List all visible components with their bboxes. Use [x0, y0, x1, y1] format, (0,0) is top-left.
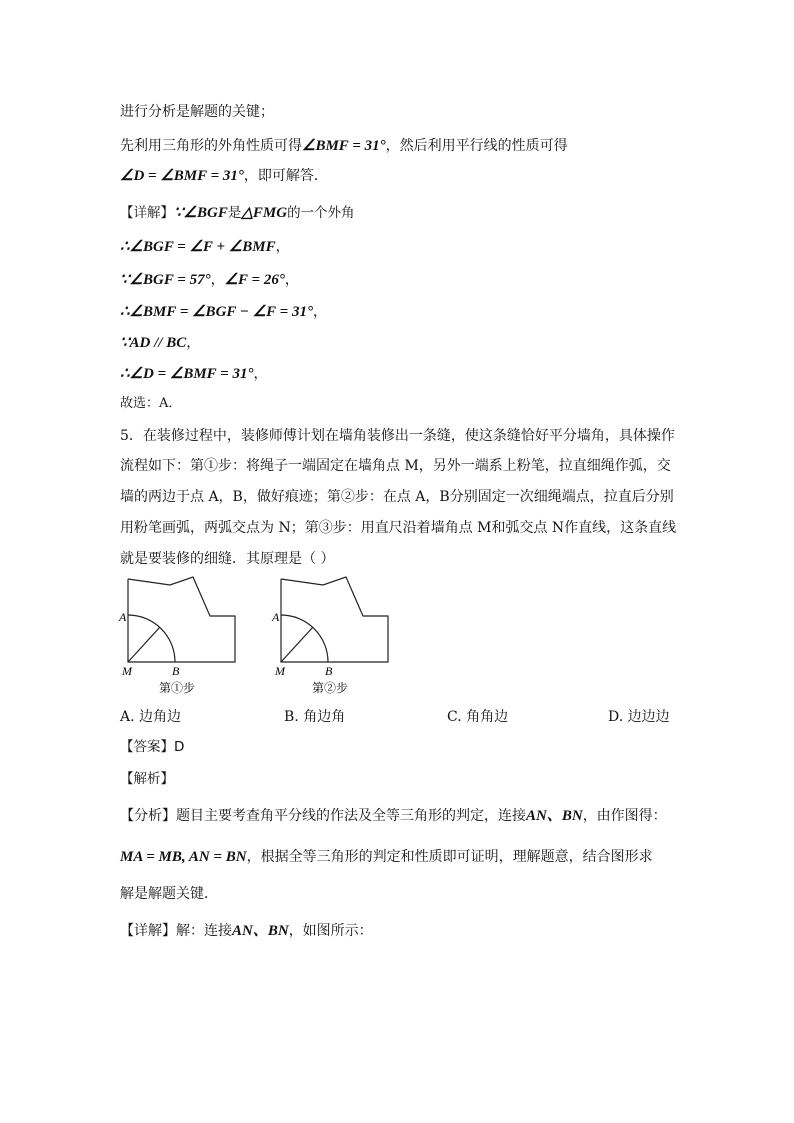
analysis-line: [120, 847, 653, 867]
math-expression: MA = MB, AN = BN: [120, 849, 247, 865]
rope-line: [281, 627, 313, 662]
math-expression: ∵∠BGF: [174, 205, 228, 221]
text: ，然后利用平行线的性质可得: [385, 138, 568, 154]
figure-step-2: [268, 575, 393, 700]
answer-choice-text: 故选：A．: [120, 396, 182, 411]
text: ，由作图得：: [582, 808, 667, 824]
math-expression: ∠D = ∠BMF = 31°: [120, 168, 244, 184]
text: ，即可解答．: [243, 168, 328, 184]
text-line: [120, 333, 200, 353]
detail-heading: 【详解】: [120, 205, 174, 221]
option-c: C. 角角边: [447, 709, 509, 725]
detail-line: [120, 921, 373, 941]
math-expression: △FMG: [241, 205, 288, 221]
analysis-line: [120, 884, 218, 904]
analysis-heading: [120, 769, 174, 789]
text: 进行分析是解题的关键；: [120, 104, 274, 120]
text: ，: [210, 272, 225, 288]
text-line: [120, 136, 568, 156]
question-text: 流程如下：第①步：将绳子一端固定在墙角点 M，另外一端系上粉笔，拉直细绳作弧，交: [120, 458, 671, 474]
analysis-label: 【解析】: [120, 771, 174, 787]
text-line: [120, 102, 274, 122]
label-m: M: [122, 664, 132, 678]
text: ，: [186, 335, 201, 351]
text: 先利用三角形的外角性质可得: [120, 138, 302, 154]
question-line: [120, 518, 676, 538]
text-line: [120, 237, 290, 257]
text: ，: [312, 304, 327, 320]
text: ，: [253, 366, 268, 382]
text: 【详解】解：连接: [120, 923, 232, 939]
math-expression: ∵AD // BC: [120, 335, 187, 351]
text-line: [120, 166, 328, 186]
text-line: [120, 394, 181, 414]
rope-line: [128, 627, 160, 662]
figure-caption: 第②步: [312, 681, 349, 695]
math-expression: AN、BN: [526, 808, 583, 824]
label-b: B: [172, 664, 180, 678]
math-expression: ∴∠D = ∠BMF = 31°: [120, 366, 254, 382]
text-line: [120, 203, 355, 223]
question-text: 用粉笔画弧，两弧交点为 N；第③步：用直尺沿着墙角点 M和弧交点 N作直线，这条直线: [120, 520, 677, 536]
text: 解是解题关键．: [120, 886, 218, 902]
figure-step-1: [115, 575, 240, 700]
figure-caption: 第①步: [159, 681, 196, 695]
question-line: [120, 456, 671, 476]
text: ，根据全等三角形的判定和性质即可证明，理解题意，结合图形求: [246, 849, 653, 865]
label-a: A: [272, 610, 280, 624]
label-m: M: [275, 664, 285, 678]
analysis-line: [120, 806, 667, 826]
math-expression: ∠F = 26°: [224, 272, 285, 288]
math-expression: ∠BMF = 31°: [302, 138, 386, 154]
question-line: [120, 426, 675, 446]
text: 是: [227, 205, 242, 221]
text: 的一个外角: [287, 205, 355, 221]
wall-outline: [128, 577, 235, 662]
text: ，: [275, 239, 290, 255]
wall-outline: [281, 577, 388, 662]
option-d: D. 边边边: [608, 709, 670, 725]
answer-label: 【答案】D: [120, 739, 185, 755]
question-line: [120, 487, 674, 507]
question-text: 就是要装修的细缝．其原理是（ ）: [120, 551, 335, 567]
question-line: [120, 549, 334, 569]
text-line: [120, 302, 327, 322]
text-line: [120, 270, 299, 290]
text-line: [120, 364, 267, 384]
math-expression: ∵∠BGF = 57°: [120, 272, 211, 288]
math-expression: AN、BN: [232, 923, 289, 939]
answer-line: [120, 737, 184, 757]
question-text: 墙的两边于点 A，B，做好痕迹；第②步：在点 A，B分别固定一次细绳端点，拉直后分别: [120, 489, 674, 505]
text: 【分析】题目主要考查角平分线的作法及全等三角形的判定，连接: [120, 808, 526, 824]
option-a: A. 边角边: [120, 709, 182, 725]
text: ，如图所示：: [288, 923, 373, 939]
text: ，: [284, 272, 299, 288]
label-a: A: [119, 610, 127, 624]
math-expression: ∴∠BGF = ∠F + ∠BMF: [120, 239, 276, 255]
label-b: B: [325, 664, 333, 678]
math-expression: ∴∠BMF = ∠BGF − ∠F = 31°: [120, 304, 313, 320]
option-b: B. 角边角: [284, 709, 346, 725]
question-text: 5．在装修过程中，装修师傅计划在墙角装修出一条缝，使这条缝恰好平分墙角，具体操作: [120, 428, 675, 444]
